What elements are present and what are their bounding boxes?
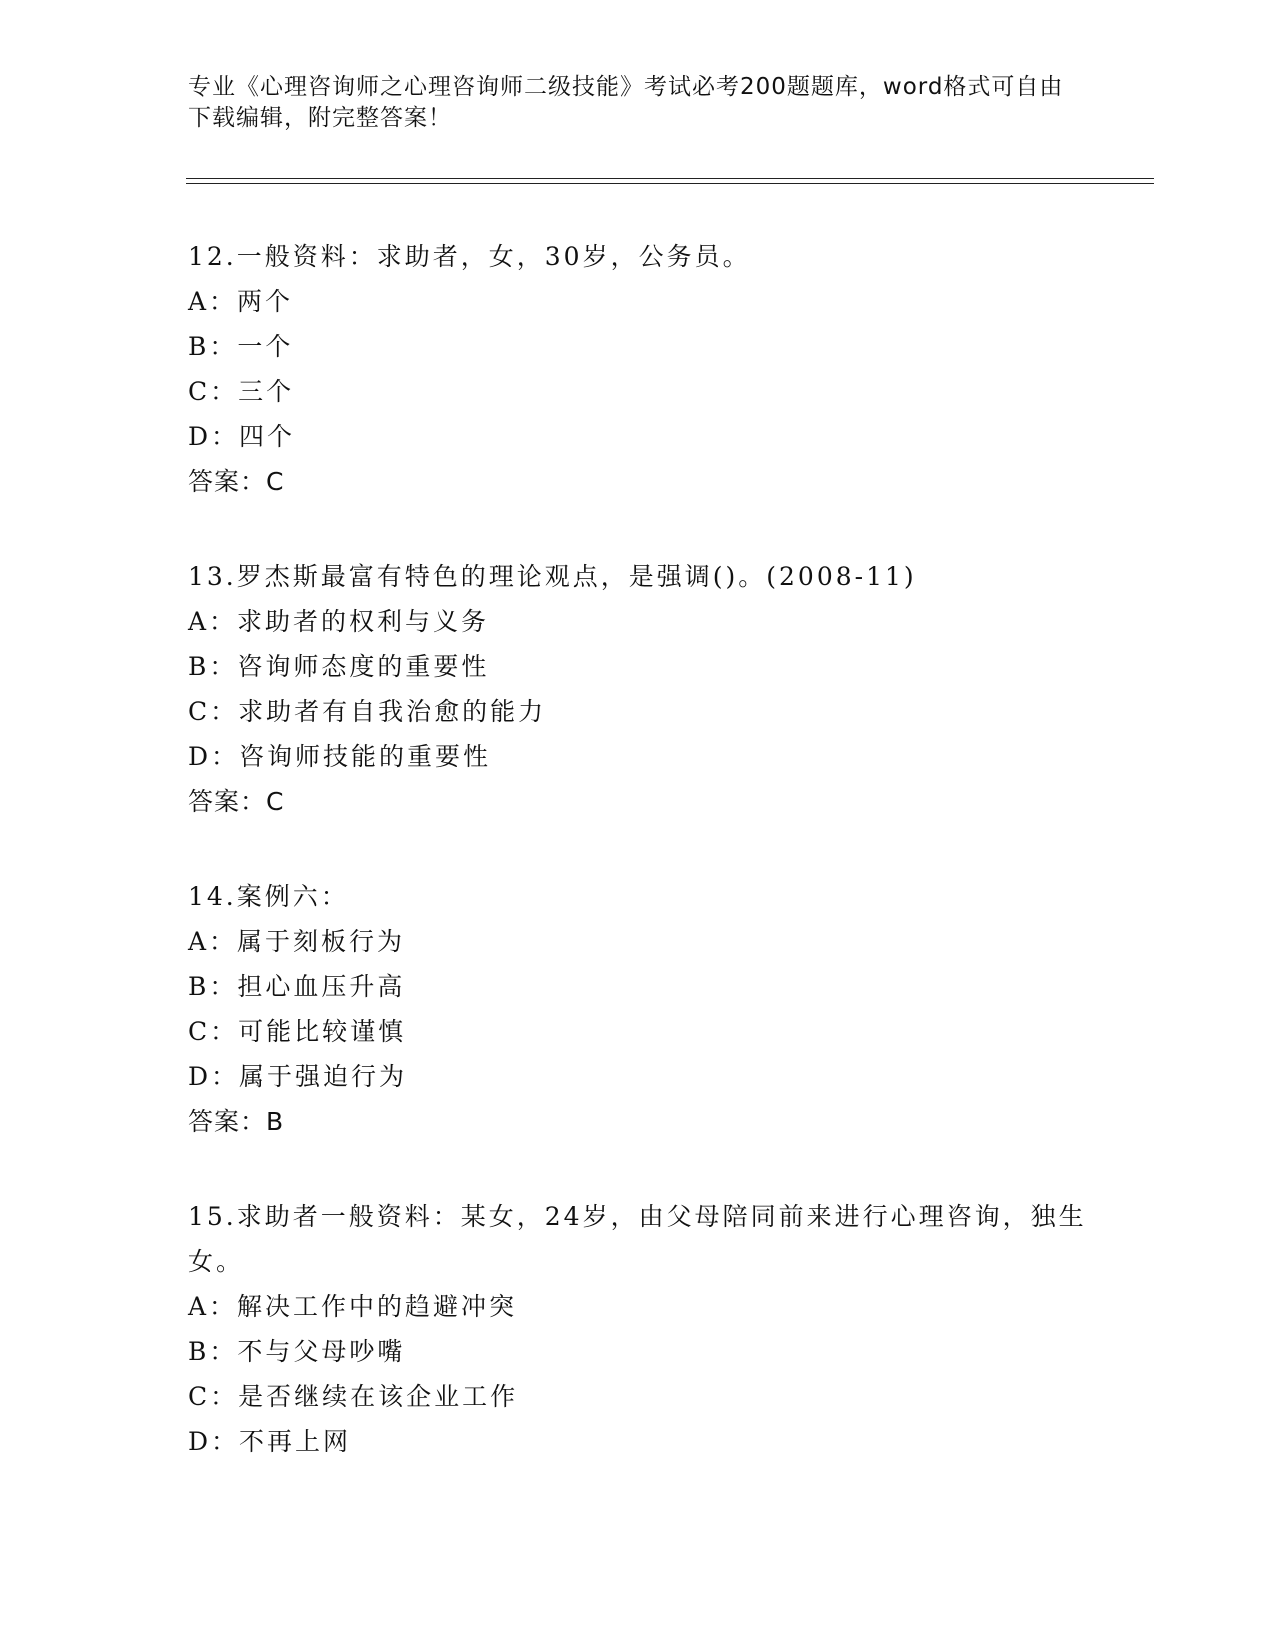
- option-c: C：三个: [188, 377, 295, 406]
- option-c: C：求助者有自我治愈的能力: [188, 697, 547, 726]
- question-13: [188, 554, 1088, 824]
- header-divider-top: [186, 178, 1154, 179]
- answer-line: 答案：B: [188, 1107, 285, 1136]
- question-stem: 15.求助者一般资料：某女，24岁，由父母陪同前来进行心理咨询，独生女。: [188, 1202, 1087, 1276]
- question-15: [188, 1194, 1088, 1464]
- option-c: C：是否继续在该企业工作: [188, 1382, 519, 1411]
- question-stem: 14.案例六：: [188, 882, 349, 911]
- document-header-text: 专业《心理咨询师之心理咨询师二级技能》考试必考200题题库，word格式可自由下载编辑，附完整答案！: [188, 74, 1064, 131]
- question-stem: 13.罗杰斯最富有特色的理论观点，是强调()。(2008-11): [188, 562, 917, 591]
- option-b: B：不与父母吵嘴: [188, 1337, 406, 1366]
- option-d: D：属于强迫行为: [188, 1062, 408, 1091]
- option-b: B：咨询师态度的重要性: [188, 652, 490, 681]
- question-stem: 12.一般资料：求助者，女，30岁，公务员。: [188, 242, 751, 271]
- option-d: D：四个: [188, 422, 296, 451]
- option-b: B：担心血压升高: [188, 972, 406, 1001]
- option-d: D：咨询师技能的重要性: [188, 742, 492, 771]
- option-b: B：一个: [188, 332, 294, 361]
- question-14: [188, 874, 1088, 1144]
- header-divider-bottom: [186, 183, 1154, 184]
- option-a: A：求助者的权利与义务: [188, 607, 490, 636]
- question-12: [188, 234, 1088, 504]
- answer-line: 答案：C: [188, 787, 285, 816]
- option-a: A：属于刻板行为: [188, 927, 406, 956]
- option-a: A：解决工作中的趋避冲突: [188, 1292, 518, 1321]
- option-c: C：可能比较谨慎: [188, 1017, 407, 1046]
- option-d: D：不再上网: [188, 1427, 352, 1456]
- answer-line: 答案：C: [188, 467, 285, 496]
- option-a: A：两个: [188, 287, 294, 316]
